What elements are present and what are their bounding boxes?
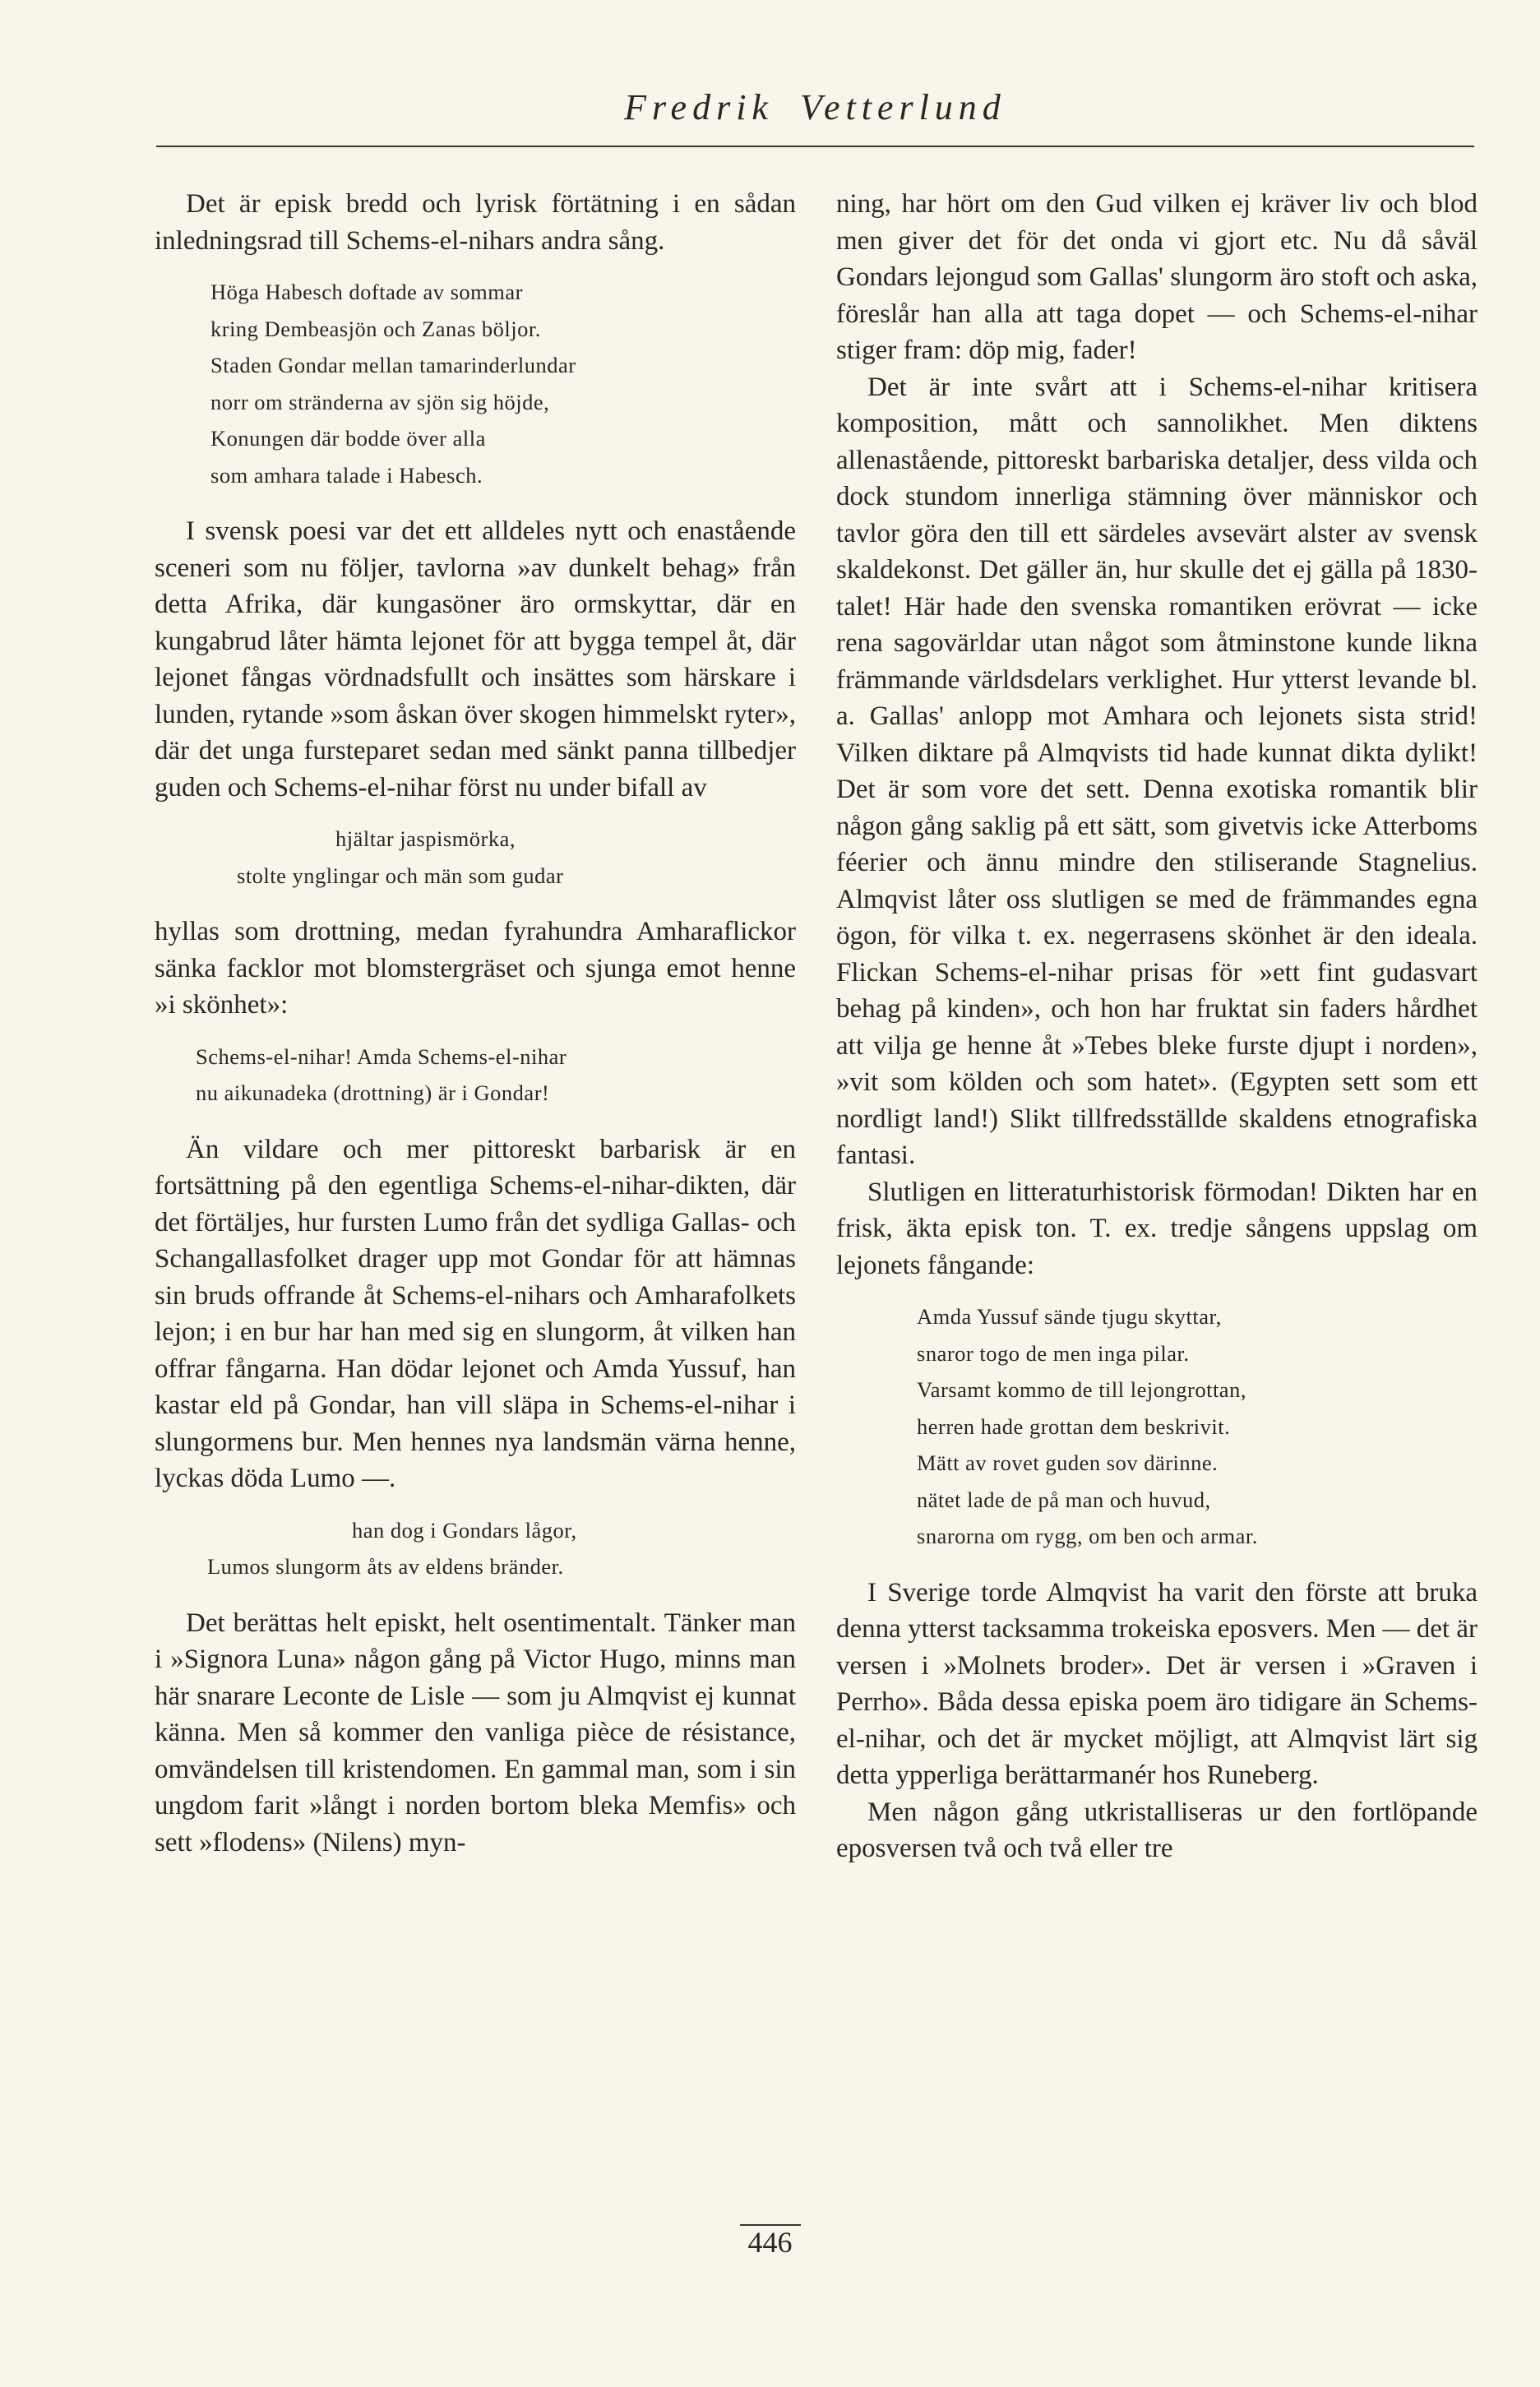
verse-line: Varsamt kommo de till lejongrottan, xyxy=(917,1377,1246,1402)
verse-quote xyxy=(155,1039,796,1112)
verse-line: herren hade grottan dem beskrivit. xyxy=(917,1413,1231,1439)
left-column xyxy=(155,186,796,1861)
verse-line: hjältar jaspismörka, xyxy=(335,826,516,851)
right-column xyxy=(836,186,1478,1867)
paragraph: Det är inte svårt att i Schems-el-nihar kritisera komposition, mått och sannolikhet. Men diktens allenastående, pittoreskt barbariska detaljer, dess vilda och dock stundom innerliga stämning över människor och tavlor göra den till ett särdeles avsevärt alster av svensk skaldekonst. Det gäller än, hur skulle det ej gälla på 1830-talet! Här hade den svenska romantiken erövrat — icke rena sagovärldar utan något som åtminstone kunde likna främmande världsdelars verklighet. Hur ytterst levande bl. a. Gallas' anlopp mot Amhara och lejonets sista strid! Vilken diktare på Almqvists tid hade kunnat dikta dylikt! Det är som vore det sett. Denna exotiska romantik blir någon gång saklig på ett sätt, som givetvis icke Atterboms féerier och ännu mindre den stiliserande Stagnelius. Almqvist låter oss slutligen se med de främmandes egna ögon, för vilka t. ex. negerrasens skönhet är den ideala. Flickan Schems-el-nihar prisas för »ett fint gudasvart behag på kinden», och hon har fruktat sin faders hårdhet att vilja ge henne åt »Tebes bleke furste djupt i norden», »vit som kölden och som hatet». (Egypten sett som ett nordligt land!) Slikt tillfredsställde skaldens etnografiska fantasi. xyxy=(836,372,1478,1170)
verse-line: norr om stränderna av sjön sig höjde, xyxy=(210,389,550,414)
paragraph: ning, har hört om den Gud vilken ej kräver liv och blod men giver det för det onda vi gjort etc. Nu då såväl Gondars lejongud som Gallas' slungorm äro stoft och aska, föreslår han alla att taga dopet — och Schems-el-nihar stiger fram: döp mig, fader! xyxy=(836,189,1478,365)
verse-line: kring Dembeasjön och Zanas böljor. xyxy=(210,316,541,341)
paragraph: hyllas som drottning, medan fyrahundra Amharaflickor sänka facklor mot blomstergräset och sjunga emot henne »i skönhet»: xyxy=(155,917,796,1020)
verse-quote xyxy=(155,274,796,493)
verse-line: nu aikunadeka (drottning) är i Gondar! xyxy=(196,1080,550,1105)
verse-line: Mätt av rovet guden sov därinne. xyxy=(917,1450,1219,1475)
verse-line: snaror togo de men inga pilar. xyxy=(917,1340,1190,1366)
verse-line: han dog i Gondars lågor, xyxy=(352,1517,577,1543)
paragraph: I svensk poesi var det ett alldeles nytt och enastående sceneri som nu följer, tavlorna »av dunkelt behag» från detta Afrika, där kungasöner äro ormskyttar, där en kungabrud låter hämta lejonet för att bygga tempel åt, där lejonet fångas vördnadsfullt och insättes som härskare i lunden, rytande »som åskan över skogen himmelskt ryter», där det unga fursteparet sedan med sänkt panna tillbedjer guden och Schems-el-nihar först nu under bifall av xyxy=(155,516,796,803)
verse-quote xyxy=(155,1512,796,1585)
verse-line: Konungen där bodde över alla xyxy=(210,426,486,451)
verse-line: Schems-el-nihar! Amda Schems-el-nihar xyxy=(196,1043,567,1069)
verse-line: stolte ynglingar och män som gudar xyxy=(237,863,564,888)
page-number xyxy=(0,2225,1540,2260)
verse-line: som amhara talade i Habesch. xyxy=(210,462,483,488)
header-rule xyxy=(156,146,1474,147)
verse-line: snarorna om rygg, om ben och armar. xyxy=(917,1524,1258,1548)
verse-line: Staden Gondar mellan tamarinderlundar xyxy=(210,353,576,377)
verse-line: Amda Yussuf sände tjugu skyttar, xyxy=(917,1304,1222,1329)
page-number-text: 446 xyxy=(740,2224,801,2259)
verse-quote xyxy=(836,1298,1478,1555)
paragraph: I Sverige torde Almqvist ha varit den förste att bruka denna ytterst tacksamma trokeiska eposvers. Men — det är versen i »Molnets broder». Det är versen i »Graven i Perrho». Båda dessa episka poem äro tidigare än Schems-el-nihar, och det är mycket möjligt, att Almqvist lärt sig detta ypperliga berättarmanér hos Runeberg. xyxy=(836,1577,1478,1790)
paragraph: Än vildare och mer pittoreskt barbarisk är en fortsättning på den egentliga Schems-el-nihar-dikten, där det förtäljes, hur fursten Lumo från det sydliga Gallas- och Schangallasfolket drager upp mot Gondar för att hämnas sin bruds offrande åt Schems-el-nihars och Amharafolkets lejon; i en bur har han med sig en slungorm, åt vilken han offrar fångarna. Han dödar lejonet och Amda Yussuf, han kastar eld på Gondar, han vill släpa in Schems-el-nihar i slungormens bur. Men hennes nya landsmän värna henne, lyckas döda Lumo —. xyxy=(155,1134,796,1493)
verse-quote xyxy=(155,821,796,894)
verse-line: Lumos slungorm åts av eldens bränder. xyxy=(207,1554,564,1579)
paragraph: Men någon gång utkristalliseras ur den fortlöpande eposversen två och två eller tre xyxy=(836,1797,1478,1863)
verse-line: Höga Habesch doftade av sommar xyxy=(210,280,523,304)
paragraph: Det berättas helt episkt, helt osentimentalt. Tänker man i »Signora Luna» någon gång på Victor Hugo, minns man här snarare Leconte de Lisle — som ju Almqvist ej kunnat känna. Men så kommer den vanliga pièce de résistance, omvändelsen till kristendomen. En gammal man, som i sin ungdom farit »långt i norden bortom bleka Memfis» och sett »flodens» (Nilens) myn- xyxy=(155,1608,796,1857)
verse-line: nätet lade de på man och huvud, xyxy=(917,1487,1211,1512)
running-header-author: Fredrik Vetterlund xyxy=(624,87,1006,127)
paragraph: Det är episk bredd och lyrisk förtätning i en sådan inledningsrad till Schems-el-nihars andra sång. xyxy=(155,189,796,256)
paragraph: Slutligen en litteraturhistorisk förmodan! Dikten har en frisk, äkta episk ton. T. ex. tredje sångens uppslag om lejonets fångande: xyxy=(836,1177,1478,1280)
